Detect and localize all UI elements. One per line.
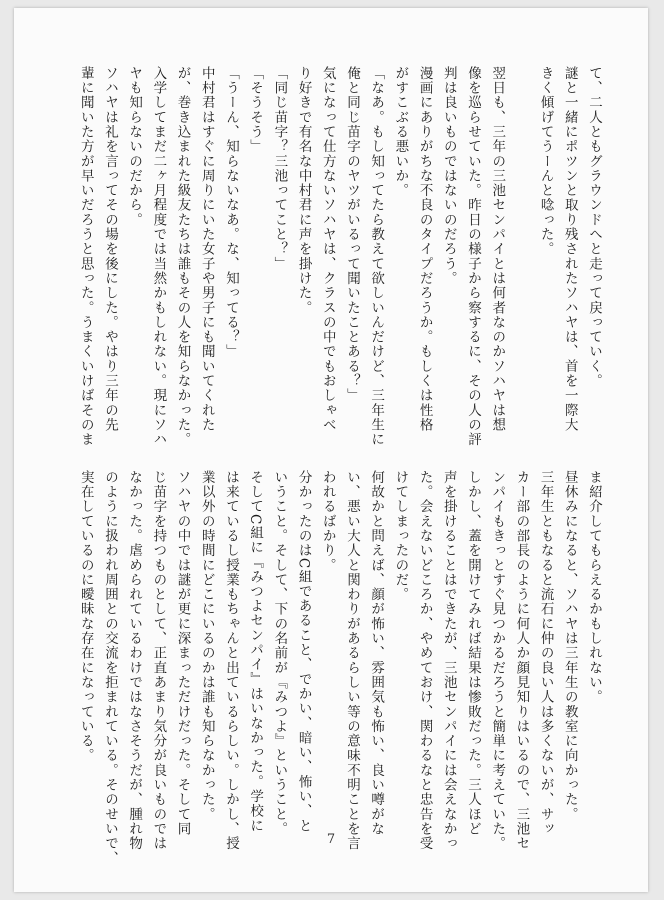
text-line: 気になって仕方ないソハヤは、クラスの中でもおしゃべ bbox=[319, 66, 336, 433]
text-line: けてしまったのだ。 bbox=[392, 470, 409, 602]
text-line: 俺と同じ苗字のヤツがいるって聞いたことある？」 bbox=[343, 66, 360, 403]
text-line: 昼休みになると、ソハヤは三年生の教室に向かった。 bbox=[561, 470, 578, 822]
text-line: た。会えないどころか、やめておけ、関わるなと忠告を受 bbox=[416, 470, 433, 851]
text-line-blank bbox=[509, 66, 533, 424]
text-line: きく傾げてうーんと唸った。 bbox=[537, 66, 554, 257]
text-line: 入学してまだ二ヶ月程度では当然かもしれない。現にソハ bbox=[150, 66, 167, 447]
text-line: 「そうそう」 bbox=[247, 66, 264, 154]
text-line: り好きで有名な中村君に声を掛けた。 bbox=[295, 66, 312, 316]
text-line: 「同じ苗字？三池ってこと？」 bbox=[271, 66, 288, 272]
text-line: ソハヤの中では謎が更に深まっただけだった。そして同 bbox=[174, 470, 191, 837]
text-line: 輩に聞いた方が早いだろうと思った。うまくいけばそのま bbox=[77, 66, 94, 447]
text-line: われるばかり。 bbox=[319, 470, 336, 573]
text-line: 実在しているのに曖昧な存在になっている。 bbox=[77, 470, 94, 763]
text-line: 漫画にありがちな不良のタイプだろうか。もしくは性格 bbox=[416, 66, 433, 433]
text-line: 謎と一緒にポツンと取り残されたソハヤは、首を一際大 bbox=[561, 66, 578, 433]
text-line: ンパイもきっとすぐ見つかるだろうと簡単に考えていた。 bbox=[489, 470, 506, 851]
text-line: 「なあ。もし知ってたら教えて欲しいんだけど、三年生に bbox=[368, 66, 385, 447]
text-block-top bbox=[77, 66, 606, 447]
text-block-bottom bbox=[77, 470, 606, 866]
text-line: は来ているし授業もちゃんと出ているらしい。しかし、授 bbox=[222, 470, 239, 851]
text-line: 三年生ともなると流石に仲の良い人は多くないが、サッ bbox=[537, 470, 554, 837]
text-line: のように扱われ周囲との交流を拒まれている。そのせいで、 bbox=[101, 470, 118, 866]
text-line: がすこぶる悪いか。 bbox=[392, 66, 409, 198]
text-line: て、二人ともグラウンドへと走って戻っていく。 bbox=[586, 66, 602, 389]
text-line: が、巻き込まれた級友たちは誰もその人を知らなかった。 bbox=[174, 66, 191, 447]
text-line: 判は良いものではないのだろう。 bbox=[440, 66, 457, 286]
text-line: 何故かと問えば、顔が怖い、雰囲気も怖い、良い噂がな bbox=[368, 470, 385, 837]
text-line: 「うーん、知らないなあ。な、知ってる？」 bbox=[222, 66, 239, 359]
text-line: ま紹介してもらえるかもしれない。 bbox=[586, 470, 602, 705]
text-line: 像を巡らせていた。昨日の様子から察するに、その人の評 bbox=[464, 66, 481, 447]
text-line: いうこと。そして、下の名前が『みつよ』ということ。 bbox=[271, 470, 288, 837]
text-line: ヤも知らないのだから。 bbox=[126, 66, 143, 228]
text-line: そしてC組に『みつよセンパイ』はいなかった。学校に bbox=[247, 470, 264, 834]
text-line: じ苗字を持つものとして、正直あまり気分が良いものでは bbox=[150, 470, 167, 851]
text-line: カー部の部長のように何人か顔見知りはいるので、三池セ bbox=[513, 470, 530, 851]
text-line: ソハヤは礼を言ってその場を後にした。やはり三年の先 bbox=[101, 66, 118, 433]
text-line: 業以外の時間にどこにいるのかは誰も知らなかった。 bbox=[198, 470, 215, 822]
text-line: しかし、蓋を開けてみれば結果は惨敗だった。三人ほど bbox=[464, 470, 481, 837]
text-line: 声を掛けることはできたが、三池センパイには会えなかっ bbox=[440, 470, 457, 851]
document-page bbox=[14, 8, 648, 892]
text-line: 中村君はすぐに周りにいた女子や男子にも聞いてくれた bbox=[198, 66, 215, 433]
text-line: なかった。虐められているわけではなさそうだが、腫れ物 bbox=[126, 470, 143, 851]
text-line: い、悪い大人と関わりがあるらしい等の意味不明ことを言 bbox=[343, 470, 360, 851]
page-number: 7 bbox=[326, 832, 336, 847]
text-line: 分かったのはC組であること、でかい、暗い、怖い、と bbox=[295, 470, 312, 834]
text-line: 翌日も、三年の三池センパイとは何者なのかソハヤは想 bbox=[489, 66, 506, 433]
